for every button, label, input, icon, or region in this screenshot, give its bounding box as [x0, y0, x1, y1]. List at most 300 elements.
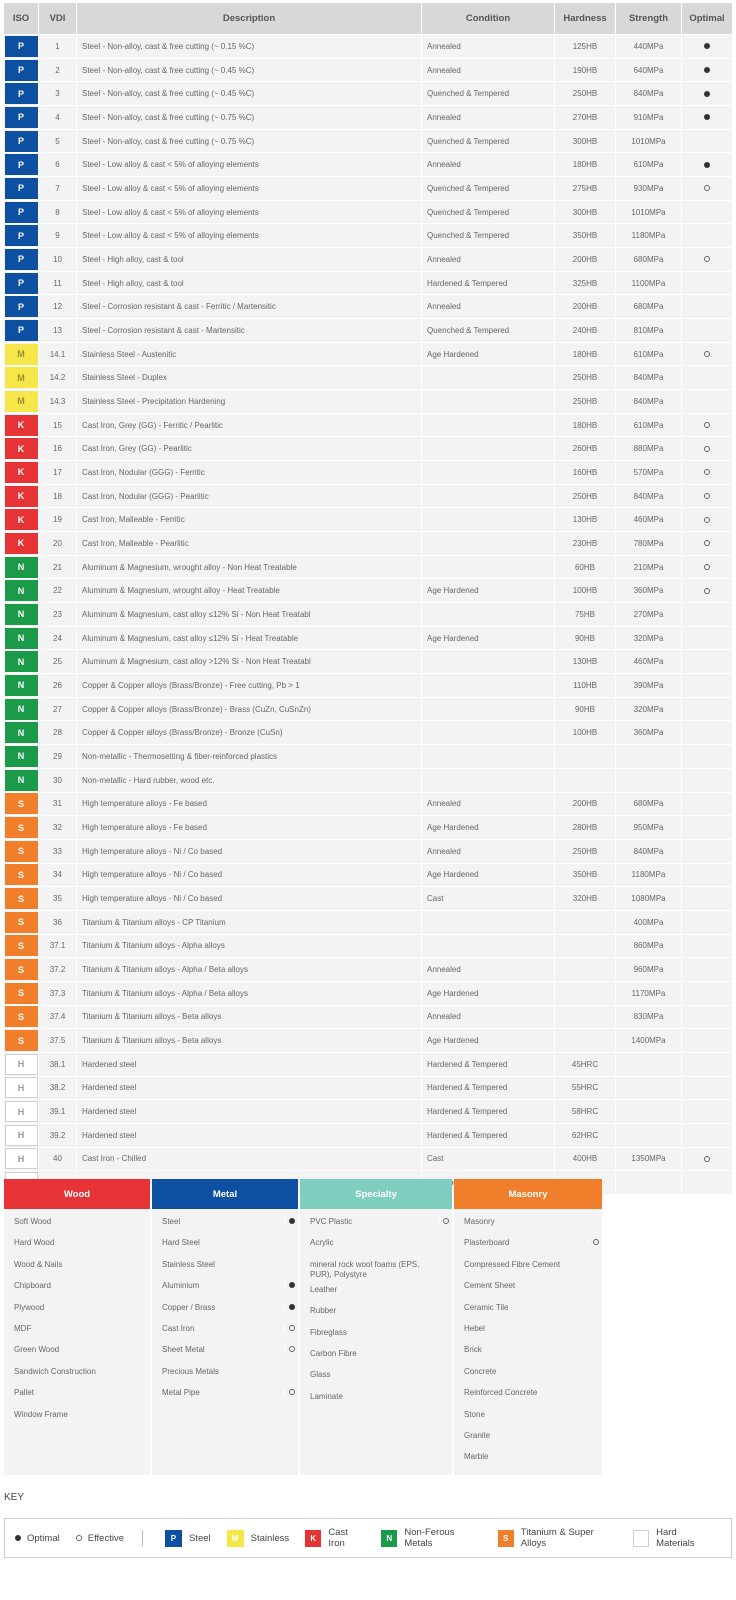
- condition-cell: Age Hardened: [422, 627, 555, 650]
- iso-cell: [4, 461, 39, 484]
- material-item-label: Cement Sheet: [464, 1281, 516, 1291]
- condition-cell: [422, 721, 555, 744]
- material-item-label: Carbon Fibre: [310, 1348, 357, 1358]
- condition-cell: [422, 935, 555, 958]
- hardness-cell: 180HB: [555, 414, 616, 437]
- iso-badge: P: [5, 60, 38, 81]
- optimal-cell: [682, 1029, 732, 1052]
- material-item-label: Glass: [310, 1370, 331, 1380]
- key-effective: [76, 1533, 124, 1544]
- table-row: [4, 461, 732, 485]
- material-item-rating: [588, 1410, 602, 1411]
- key-group-s: [498, 1527, 617, 1549]
- hardness-cell: [555, 935, 616, 958]
- hollow-dot-icon: [704, 540, 710, 546]
- optimal-cell: [682, 793, 732, 816]
- iso-cell: [4, 982, 39, 1005]
- vdi-cell: 1: [39, 35, 77, 58]
- description-cell: Cast Iron, Grey (GG) - Ferritic / Pearlitic: [77, 414, 422, 437]
- key-divider: [142, 1530, 143, 1546]
- iso-cell: [4, 721, 39, 744]
- table-row: [4, 414, 732, 438]
- iso-cell: [4, 627, 39, 650]
- material-item-rating: [588, 1281, 602, 1282]
- description-cell: Cast Iron, Grey (GG) - Pearlitic: [77, 437, 422, 460]
- hollow-dot-icon: [704, 351, 710, 357]
- vdi-cell: 37.4: [39, 1006, 77, 1029]
- vdi-cell: 4: [39, 106, 77, 129]
- description-cell: Hardened steel: [77, 1124, 422, 1147]
- hardness-cell: [555, 958, 616, 981]
- table-row: [4, 840, 732, 864]
- hardness-cell: 200HB: [555, 793, 616, 816]
- iso-cell: [4, 1006, 39, 1029]
- filled-dot-icon: [704, 43, 710, 49]
- iso-cell: [4, 1124, 39, 1147]
- optimal-cell: [682, 106, 732, 129]
- iso-badge: S: [5, 1006, 38, 1027]
- iso-badge: N: [5, 651, 38, 672]
- key-swatch: N: [381, 1530, 397, 1547]
- description-cell: Steel - High alloy, cast & tool: [77, 248, 422, 271]
- material-item-rating: [284, 1303, 298, 1310]
- material-item-label: Rubber: [310, 1306, 337, 1316]
- condition-cell: Age Hardened: [422, 982, 555, 1005]
- condition-cell: [422, 603, 555, 626]
- table-row: [4, 35, 732, 59]
- description-cell: Stainless Steel - Precipitation Hardening: [77, 390, 422, 413]
- key-group-label: Cast Iron: [328, 1527, 348, 1549]
- key-swatch: S: [498, 1530, 514, 1547]
- iso-badge: K: [5, 462, 38, 483]
- material-item: [454, 1298, 602, 1319]
- material-item-rating: [438, 1392, 452, 1393]
- condition-cell: [422, 414, 555, 437]
- table-row: [4, 532, 732, 556]
- material-item: [4, 1319, 150, 1340]
- table-row: [4, 674, 732, 698]
- vdi-cell: 24: [39, 627, 77, 650]
- material-item-rating: [136, 1367, 150, 1368]
- iso-badge: S: [5, 864, 38, 885]
- vdi-cell: 28: [39, 721, 77, 744]
- table-row: [4, 982, 732, 1006]
- iso-badge: K: [5, 509, 38, 530]
- vdi-cell: 20: [39, 532, 77, 555]
- table-row: [4, 485, 732, 509]
- description-cell: High temperature alloys - Ni / Co based: [77, 887, 422, 910]
- material-item: [4, 1383, 150, 1404]
- key-group-k: [305, 1527, 365, 1549]
- description-cell: Aluminum & Magnesium, cast alloy ≤12% Si - Non Heat Treatabl: [77, 603, 422, 626]
- material-item-rating: [136, 1410, 150, 1411]
- hardness-cell: 300HB: [555, 130, 616, 153]
- material-item-label: Stone: [464, 1409, 485, 1419]
- material-item: [152, 1276, 298, 1297]
- material-item-rating: [284, 1281, 298, 1288]
- optimal-cell: [682, 579, 732, 602]
- condition-cell: Annealed: [422, 295, 555, 318]
- table-row: [4, 319, 732, 343]
- vdi-cell: 12: [39, 295, 77, 318]
- iso-cell: [4, 366, 39, 389]
- condition-cell: [422, 461, 555, 484]
- condition-cell: Quenched & Tempered: [422, 82, 555, 105]
- description-cell: Titanium & Titanium alloys - Alpha / Beta alloys: [77, 958, 422, 981]
- filled-dot-icon: [289, 1304, 295, 1310]
- iso-badge: P: [5, 178, 38, 199]
- optimal-cell: [682, 603, 732, 626]
- material-item-rating: [588, 1303, 602, 1304]
- material-item: [152, 1383, 298, 1404]
- table-row: [4, 650, 732, 674]
- optimal-cell: [682, 911, 732, 934]
- header-vdi: VDI: [39, 3, 77, 34]
- strength-cell: 460MPa: [616, 508, 682, 531]
- table-row: [4, 106, 732, 130]
- table-row: [4, 295, 732, 319]
- material-item-label: Pallet: [14, 1388, 35, 1398]
- material-item-rating: [284, 1217, 298, 1224]
- material-item-rating: [284, 1367, 298, 1368]
- material-item-label: Reinforced Concrete: [464, 1388, 538, 1398]
- material-item-rating: [284, 1260, 298, 1261]
- iso-badge: H: [5, 1148, 38, 1169]
- key-title: KEY: [4, 1492, 25, 1503]
- condition-cell: Age Hardened: [422, 864, 555, 887]
- optimal-cell: [682, 745, 732, 768]
- iso-badge: K: [5, 533, 38, 554]
- description-cell: Aluminum & Magnesium, cast alloy >12% Si - Non Heat Treatabl: [77, 650, 422, 673]
- vdi-cell: 16: [39, 437, 77, 460]
- strength-cell: 840MPa: [616, 485, 682, 508]
- iso-cell: [4, 958, 39, 981]
- material-item: [300, 1233, 452, 1254]
- optimal-cell: [682, 650, 732, 673]
- table-row: [4, 627, 732, 651]
- iso-cell: [4, 1100, 39, 1123]
- vdi-cell: 29: [39, 745, 77, 768]
- vdi-cell: 21: [39, 556, 77, 579]
- hardness-cell: 350HB: [555, 864, 616, 887]
- iso-badge: S: [5, 983, 38, 1004]
- optimal-cell: [682, 461, 732, 484]
- table-row: [4, 864, 732, 888]
- description-cell: Hardened steel: [77, 1053, 422, 1076]
- material-item: [454, 1383, 602, 1404]
- iso-badge: S: [5, 959, 38, 980]
- condition-cell: Hardened & Tempered: [422, 1077, 555, 1100]
- strength-cell: 1100MPa: [616, 272, 682, 295]
- vdi-cell: 35: [39, 887, 77, 910]
- optimal-cell: [682, 769, 732, 792]
- material-item-label: mineral rock wool foams (EPS, PUR), Polystyre: [310, 1259, 420, 1279]
- hardness-cell: 200HB: [555, 248, 616, 271]
- iso-cell: [4, 864, 39, 887]
- iso-cell: [4, 485, 39, 508]
- vdi-cell: 5: [39, 130, 77, 153]
- strength-cell: 610MPa: [616, 153, 682, 176]
- condition-cell: [422, 745, 555, 768]
- description-cell: Aluminum & Magnesium, wrought alloy - Heat Treatable: [77, 579, 422, 602]
- material-item-rating: [284, 1324, 298, 1331]
- strength-cell: 950MPa: [616, 816, 682, 839]
- table-row: [4, 272, 732, 296]
- description-cell: Copper & Copper alloys (Brass/Bronze) - Free cutting, Pb > 1: [77, 674, 422, 697]
- iso-badge: N: [5, 675, 38, 696]
- hollow-dot-icon: [704, 493, 710, 499]
- iso-badge: M: [5, 367, 38, 388]
- material-item: [454, 1276, 602, 1297]
- table-row: [4, 769, 732, 793]
- description-cell: Titanium & Titanium alloys - CP Titanium: [77, 911, 422, 934]
- iso-cell: [4, 153, 39, 176]
- header-strength: Strength: [616, 3, 682, 34]
- iso-cell: [4, 603, 39, 626]
- header-description: Description: [77, 3, 422, 34]
- material-item: [454, 1255, 602, 1276]
- material-list: [4, 1209, 150, 1475]
- vdi-cell: 37.1: [39, 935, 77, 958]
- iso-badge: N: [5, 604, 38, 625]
- condition-cell: Age Hardened: [422, 816, 555, 839]
- iso-cell: [4, 35, 39, 58]
- material-item-rating: [438, 1285, 452, 1286]
- material-list: [454, 1209, 602, 1475]
- material-item-label: PVC Plastic: [310, 1217, 353, 1226]
- material-column-title: Wood: [4, 1179, 150, 1209]
- vdi-cell: 9: [39, 224, 77, 247]
- condition-cell: Age Hardened: [422, 1029, 555, 1052]
- material-item-label: Window Frame: [14, 1409, 68, 1419]
- key-groups: [165, 1527, 731, 1549]
- material-item: [454, 1340, 602, 1361]
- material-item: [4, 1362, 150, 1383]
- hardness-cell: 160HB: [555, 461, 616, 484]
- material-item-rating: [136, 1324, 150, 1325]
- material-item-label: Fibreglass: [310, 1327, 347, 1337]
- description-cell: Stainless Steel - Duplex: [77, 366, 422, 389]
- hardness-cell: 60HB: [555, 556, 616, 579]
- strength-cell: 1180MPa: [616, 224, 682, 247]
- condition-cell: [422, 769, 555, 792]
- table-row: [4, 745, 732, 769]
- vdi-cell: 36: [39, 911, 77, 934]
- iso-cell: [4, 745, 39, 768]
- condition-cell: Annealed: [422, 1006, 555, 1029]
- material-item-rating: [438, 1328, 452, 1329]
- material-item: [300, 1212, 452, 1233]
- description-cell: Titanium & Titanium alloys - Alpha alloys: [77, 935, 422, 958]
- optimal-cell: [682, 437, 732, 460]
- hardness-cell: 300HB: [555, 201, 616, 224]
- material-item-label: Acrylic: [310, 1238, 334, 1248]
- material-column-wood: [4, 1179, 150, 1475]
- key-group-label: Titanium & Super Alloys: [520, 1527, 594, 1549]
- vdi-cell: 14.2: [39, 366, 77, 389]
- hollow-dot-icon: [593, 1239, 599, 1245]
- optimal-cell: [682, 248, 732, 271]
- table-row: [4, 887, 732, 911]
- key-group-label: Steel: [188, 1532, 211, 1544]
- material-item-rating: [284, 1388, 298, 1395]
- hardness-cell: 325HB: [555, 272, 616, 295]
- material-item: [4, 1212, 150, 1233]
- description-cell: Steel - Corrosion resistant & cast - Martensitic: [77, 319, 422, 342]
- iso-badge: H: [5, 1077, 38, 1098]
- strength-cell: 860MPa: [616, 935, 682, 958]
- strength-cell: 880MPa: [616, 437, 682, 460]
- material-item: [4, 1276, 150, 1297]
- material-item: [300, 1301, 452, 1322]
- filled-dot-icon: [15, 1535, 21, 1541]
- hardness-cell: [555, 1029, 616, 1052]
- iso-badge: P: [5, 36, 38, 57]
- material-item-rating: [136, 1303, 150, 1304]
- material-item-label: Hard Wood: [14, 1238, 55, 1248]
- description-cell: Hardened steel: [77, 1077, 422, 1100]
- material-item-rating: [136, 1217, 150, 1218]
- iso-cell: [4, 295, 39, 318]
- vdi-cell: 2: [39, 59, 77, 82]
- hardness-cell: [555, 911, 616, 934]
- key-group-label: Hard Materials: [656, 1527, 695, 1549]
- description-cell: Steel - Non-alloy, cast & free cutting (~ 0.75 %C): [77, 130, 422, 153]
- material-item-rating: [588, 1452, 602, 1453]
- iso-badge: P: [5, 225, 38, 246]
- table-row: [4, 958, 732, 982]
- condition-cell: [422, 674, 555, 697]
- iso-cell: [4, 343, 39, 366]
- iso-badge: S: [5, 1030, 38, 1051]
- description-cell: Steel - Non-alloy, cast & free cutting (~ 0.45 %C): [77, 59, 422, 82]
- material-item-rating: [588, 1260, 602, 1261]
- table-row: [4, 437, 732, 461]
- description-cell: Copper & Copper alloys (Brass/Bronze) - Bronze (CuSn): [77, 721, 422, 744]
- optimal-cell: [682, 295, 732, 318]
- iso-badge: S: [5, 912, 38, 933]
- material-item: [300, 1365, 452, 1386]
- key-effective-label: Effective: [87, 1532, 124, 1544]
- strength-cell: 840MPa: [616, 82, 682, 105]
- key-group-h: [633, 1527, 715, 1549]
- key-swatch: K: [305, 1530, 321, 1547]
- condition-cell: Quenched & Tempered: [422, 224, 555, 247]
- iso-cell: [4, 556, 39, 579]
- material-item-label: Sheet Metal: [162, 1345, 205, 1355]
- hardness-cell: 130HB: [555, 508, 616, 531]
- vdi-cell: 10: [39, 248, 77, 271]
- optimal-cell: [682, 1006, 732, 1029]
- iso-badge: K: [5, 438, 38, 459]
- hardness-cell: 320HB: [555, 887, 616, 910]
- optimal-cell: [682, 414, 732, 437]
- strength-cell: 1010MPa: [616, 130, 682, 153]
- strength-cell: 910MPa: [616, 106, 682, 129]
- hollow-dot-icon: [704, 564, 710, 570]
- material-item-label: Aluminium: [162, 1281, 200, 1291]
- optimal-cell: [682, 59, 732, 82]
- material-item-rating: [284, 1238, 298, 1239]
- vdi-cell: 40: [39, 1148, 77, 1171]
- vdi-cell: 6: [39, 153, 77, 176]
- header-hardness: Hardness: [555, 3, 616, 34]
- optimal-cell: [682, 958, 732, 981]
- filled-dot-icon: [704, 67, 710, 73]
- material-item: [300, 1387, 452, 1408]
- material-column-specialty: [300, 1179, 452, 1475]
- material-item-label: Precious Metals: [162, 1366, 219, 1376]
- material-table: [4, 3, 732, 1195]
- iso-badge: S: [5, 793, 38, 814]
- vdi-cell: 18: [39, 485, 77, 508]
- condition-cell: [422, 366, 555, 389]
- description-cell: Cast Iron, Malleable - Pearlitic: [77, 532, 422, 555]
- material-item-label: Ceramic Tile: [464, 1302, 509, 1312]
- hardness-cell: 250HB: [555, 840, 616, 863]
- hardness-cell: 125HB: [555, 35, 616, 58]
- material-item-label: Copper / Brass: [162, 1302, 216, 1312]
- iso-cell: [4, 248, 39, 271]
- key-swatch: P: [165, 1530, 182, 1547]
- condition-cell: Hardened & Tempered: [422, 272, 555, 295]
- material-item: [454, 1426, 602, 1447]
- hardness-cell: 250HB: [555, 485, 616, 508]
- vdi-cell: 39.2: [39, 1124, 77, 1147]
- condition-cell: Annealed: [422, 958, 555, 981]
- table-row: [4, 793, 732, 817]
- optimal-cell: [682, 698, 732, 721]
- vdi-cell: 13: [39, 319, 77, 342]
- iso-cell: [4, 130, 39, 153]
- hollow-dot-icon: [76, 1535, 82, 1541]
- hardness-cell: 90HB: [555, 698, 616, 721]
- optimal-cell: [682, 201, 732, 224]
- material-item-label: Compressed Fibre Cement: [464, 1259, 561, 1269]
- strength-cell: 270MPa: [616, 603, 682, 626]
- header-condition: Condition: [422, 3, 555, 34]
- hardness-cell: 270HB: [555, 106, 616, 129]
- hardness-cell: 90HB: [555, 627, 616, 650]
- table-row: [4, 721, 732, 745]
- optimal-cell: [682, 674, 732, 697]
- description-cell: Steel - Non-alloy, cast & free cutting (~ 0.15 %C): [77, 35, 422, 58]
- iso-cell: [4, 532, 39, 555]
- description-cell: Steel - Low alloy & cast < 5% of alloying elements: [77, 177, 422, 200]
- key-swatch: H: [633, 1530, 649, 1547]
- hollow-dot-icon: [704, 1156, 710, 1162]
- strength-cell: 1170MPa: [616, 982, 682, 1005]
- strength-cell: [616, 1100, 682, 1123]
- hollow-dot-icon: [289, 1389, 295, 1395]
- strength-cell: 810MPa: [616, 319, 682, 342]
- material-item: [300, 1344, 452, 1365]
- condition-cell: [422, 532, 555, 555]
- material-column-title: Specialty: [300, 1179, 452, 1209]
- condition-cell: Hardened & Tempered: [422, 1053, 555, 1076]
- material-item-rating: [136, 1388, 150, 1389]
- description-cell: Steel - High alloy, cast & tool: [77, 272, 422, 295]
- optimal-cell: [682, 343, 732, 366]
- table-row: [4, 201, 732, 225]
- material-item: [4, 1405, 150, 1426]
- filled-dot-icon: [289, 1282, 295, 1288]
- material-item-rating: [588, 1324, 602, 1325]
- material-column-metal: [152, 1179, 298, 1475]
- hollow-dot-icon: [289, 1325, 295, 1331]
- material-item-label: Concrete: [464, 1366, 497, 1376]
- optimal-cell: [682, 1077, 732, 1100]
